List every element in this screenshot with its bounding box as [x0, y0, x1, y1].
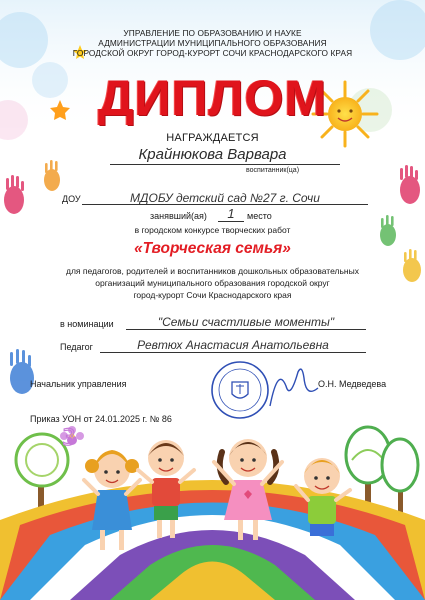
signature-scribble-icon: [270, 369, 318, 406]
institution-value: МДОБУ детский сад №27 г. Сочи: [130, 191, 320, 205]
institution-label: ДОУ: [62, 194, 81, 204]
recipient-name: Крайнюкова Варвара: [138, 146, 287, 163]
header-line-1: УПРАВЛЕНИЕ ПО ОБРАЗОВАНИЮ И НАУКЕ: [123, 28, 302, 38]
teacher-label: Педагог: [60, 342, 93, 352]
place-underline: [218, 221, 244, 222]
contest-intro: в городском конкурсе творческих работ: [134, 225, 291, 235]
recipient-role-caption: воспитанник(ца): [246, 167, 300, 174]
recipient-underline: [110, 164, 340, 165]
signature-name: О.Н. Медведева: [318, 379, 387, 389]
teacher-underline: [100, 352, 366, 353]
hand-print-icon: [4, 175, 24, 214]
teacher-value: Ревтюх Анастасия Анатольевна: [137, 338, 329, 352]
contest-name: «Творческая семья»: [134, 240, 291, 257]
signature-position: Начальник управления: [30, 379, 127, 389]
audience-line-3: город-курорт Сочи Краснодарского края: [133, 290, 292, 300]
doodle-number: 3: [62, 426, 76, 451]
order-reference: Приказ УОН от 24.01.2025 г. № 86: [30, 414, 172, 424]
official-stamp-icon: [208, 358, 326, 422]
nomination-underline: [126, 329, 366, 330]
hand-print-icon: [44, 160, 60, 191]
place-prefix: занявший(ая): [150, 211, 207, 221]
audience-line-1: для педагогов, родителей и воспитанников дошкольных образовательных: [66, 266, 359, 276]
place-value: 1: [227, 206, 235, 221]
nomination-value: "Семьи счастливые моменты": [157, 315, 335, 329]
rainbow-ground: [0, 480, 425, 600]
audience-line-2: организаций муниципального образования городской округ: [95, 278, 330, 288]
header-line-3: ГОРОДСКОЙ ОКРУГ ГОРОД-КУРОРТ СОЧИ КРАСНОДАРСКОГО КРАЯ: [72, 48, 353, 58]
header-line-2: АДМИНИСТРАЦИИ МУНИЦИПАЛЬНОГО ОБРАЗОВАНИЯ: [98, 38, 327, 48]
diploma-title: ДИПЛОМ: [97, 70, 328, 126]
nomination-label: в номинации: [60, 319, 114, 329]
place-suffix: место: [247, 211, 272, 221]
hand-print-icon: [400, 165, 420, 204]
awarded-label: НАГРАЖДАЕТСЯ: [166, 132, 259, 144]
